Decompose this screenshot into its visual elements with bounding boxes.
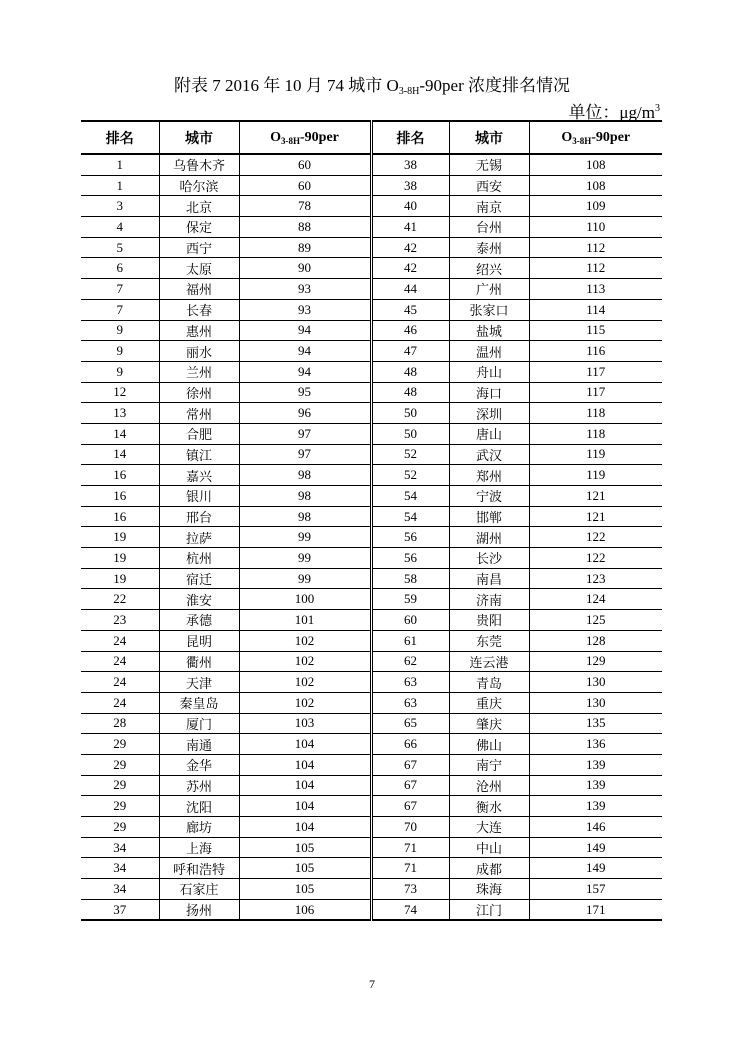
left-value-cell: 60	[239, 154, 371, 175]
right-city-cell: 宁波	[449, 486, 529, 507]
table-row	[81, 651, 662, 672]
title-suffix: -90per 浓度排名情况	[419, 76, 570, 95]
left-city-cell: 惠州	[159, 320, 239, 341]
left-value-cell: 94	[239, 361, 371, 382]
right-rank-cell: 52	[371, 444, 449, 465]
left-city-cell: 承德	[159, 610, 239, 631]
right-value-cell: 139	[529, 754, 662, 775]
right-city-cell: 绍兴	[449, 258, 529, 279]
right-rank-cell: 61	[371, 630, 449, 651]
right-value-cell: 110	[529, 217, 662, 238]
table-row	[81, 341, 662, 362]
left-rank-cell: 29	[81, 775, 159, 796]
table-row	[81, 879, 662, 900]
right-value-cell: 117	[529, 361, 662, 382]
left-rank-cell: 16	[81, 465, 159, 486]
header-value-left	[239, 121, 371, 154]
table-row	[81, 258, 662, 279]
left-value-cell: 98	[239, 506, 371, 527]
header-value-main: O	[561, 129, 573, 145]
right-value-cell: 121	[529, 486, 662, 507]
table-row	[81, 796, 662, 817]
right-value-cell: 171	[529, 899, 662, 920]
header-city-left: 城市	[159, 121, 239, 154]
left-rank-cell: 34	[81, 879, 159, 900]
right-city-cell: 广州	[449, 279, 529, 300]
left-value-cell: 101	[239, 610, 371, 631]
left-value-cell: 104	[239, 796, 371, 817]
right-value-cell: 113	[529, 279, 662, 300]
right-city-cell: 济南	[449, 589, 529, 610]
left-value-cell: 98	[239, 486, 371, 507]
right-value-cell: 118	[529, 403, 662, 424]
left-value-cell: 99	[239, 568, 371, 589]
right-city-cell: 大连	[449, 817, 529, 838]
right-city-cell: 武汉	[449, 444, 529, 465]
left-value-cell: 106	[239, 899, 371, 920]
right-rank-cell: 48	[371, 361, 449, 382]
table-row	[81, 465, 662, 486]
left-value-cell: 99	[239, 527, 371, 548]
right-value-cell: 108	[529, 154, 662, 175]
table-row	[81, 548, 662, 569]
right-city-cell: 郑州	[449, 465, 529, 486]
right-city-cell: 成都	[449, 858, 529, 879]
right-value-cell: 129	[529, 651, 662, 672]
right-city-cell: 青岛	[449, 672, 529, 693]
left-city-cell: 上海	[159, 837, 239, 858]
right-city-cell: 台州	[449, 217, 529, 238]
left-value-cell: 89	[239, 237, 371, 258]
left-rank-cell: 19	[81, 568, 159, 589]
right-rank-cell: 74	[371, 899, 449, 920]
table-row	[81, 630, 662, 651]
right-value-cell: 130	[529, 672, 662, 693]
right-value-cell: 124	[529, 589, 662, 610]
right-value-cell: 128	[529, 630, 662, 651]
right-rank-cell: 54	[371, 486, 449, 507]
left-rank-cell: 28	[81, 713, 159, 734]
right-rank-cell: 48	[371, 382, 449, 403]
left-city-cell: 合肥	[159, 423, 239, 444]
table-row	[81, 361, 662, 382]
left-value-cell: 78	[239, 196, 371, 217]
left-value-cell: 98	[239, 465, 371, 486]
left-value-cell: 104	[239, 754, 371, 775]
header-value-suffix: -90per	[300, 129, 339, 145]
right-rank-cell: 73	[371, 879, 449, 900]
left-city-cell: 哈尔滨	[159, 175, 239, 196]
left-rank-cell: 29	[81, 754, 159, 775]
right-value-cell: 146	[529, 817, 662, 838]
right-rank-cell: 63	[371, 692, 449, 713]
right-city-cell: 佛山	[449, 734, 529, 755]
left-city-cell: 廊坊	[159, 817, 239, 838]
left-value-cell: 102	[239, 651, 371, 672]
left-rank-cell: 24	[81, 630, 159, 651]
table-row	[81, 734, 662, 755]
right-rank-cell: 67	[371, 775, 449, 796]
table-row	[81, 899, 662, 920]
table-row	[81, 486, 662, 507]
left-value-cell: 102	[239, 672, 371, 693]
left-value-cell: 103	[239, 713, 371, 734]
right-city-cell: 重庆	[449, 692, 529, 713]
right-city-cell: 邯郸	[449, 506, 529, 527]
left-city-cell: 沈阳	[159, 796, 239, 817]
left-rank-cell: 23	[81, 610, 159, 631]
left-value-cell: 100	[239, 589, 371, 610]
left-value-cell: 102	[239, 630, 371, 651]
left-rank-cell: 24	[81, 692, 159, 713]
right-rank-cell: 58	[371, 568, 449, 589]
left-rank-cell: 1	[81, 154, 159, 175]
right-value-cell: 139	[529, 775, 662, 796]
right-rank-cell: 63	[371, 672, 449, 693]
left-rank-cell: 16	[81, 506, 159, 527]
left-value-cell: 104	[239, 775, 371, 796]
left-rank-cell: 16	[81, 486, 159, 507]
left-city-cell: 长春	[159, 299, 239, 320]
right-value-cell: 130	[529, 692, 662, 713]
table-row	[81, 444, 662, 465]
right-value-cell: 115	[529, 320, 662, 341]
right-city-cell: 东莞	[449, 630, 529, 651]
left-rank-cell: 6	[81, 258, 159, 279]
left-city-cell: 秦皇岛	[159, 692, 239, 713]
right-value-cell: 109	[529, 196, 662, 217]
left-rank-cell: 19	[81, 527, 159, 548]
right-rank-cell: 65	[371, 713, 449, 734]
right-rank-cell: 50	[371, 423, 449, 444]
table-row	[81, 837, 662, 858]
left-city-cell: 太原	[159, 258, 239, 279]
left-value-cell: 96	[239, 403, 371, 424]
right-value-cell: 112	[529, 258, 662, 279]
unit-text: 单位：μg/m	[568, 103, 655, 122]
right-value-cell: 119	[529, 444, 662, 465]
right-value-cell: 114	[529, 299, 662, 320]
header-value-suffix: -90per	[591, 129, 631, 145]
right-value-cell: 122	[529, 527, 662, 548]
right-rank-cell: 42	[371, 237, 449, 258]
right-rank-cell: 67	[371, 754, 449, 775]
title-prefix: 附表 7 2016 年 10 月 74 城市 O	[174, 76, 399, 95]
left-rank-cell: 13	[81, 403, 159, 424]
left-rank-cell: 4	[81, 217, 159, 238]
right-rank-cell: 45	[371, 299, 449, 320]
right-rank-cell: 40	[371, 196, 449, 217]
right-rank-cell: 67	[371, 796, 449, 817]
right-rank-cell: 71	[371, 837, 449, 858]
left-city-cell: 杭州	[159, 548, 239, 569]
right-city-cell: 肇庆	[449, 713, 529, 734]
title-subscript: 3-8H	[398, 86, 420, 97]
table-row	[81, 175, 662, 196]
table-row	[81, 817, 662, 838]
right-city-cell: 长沙	[449, 548, 529, 569]
left-value-cell: 60	[239, 175, 371, 196]
right-value-cell: 157	[529, 879, 662, 900]
table-row	[81, 568, 662, 589]
left-city-cell: 昆明	[159, 630, 239, 651]
right-value-cell: 125	[529, 610, 662, 631]
left-rank-cell: 9	[81, 320, 159, 341]
left-city-cell: 淮安	[159, 589, 239, 610]
left-city-cell: 银川	[159, 486, 239, 507]
table-row	[81, 589, 662, 610]
left-city-cell: 石家庄	[159, 879, 239, 900]
table-row	[81, 713, 662, 734]
right-rank-cell: 50	[371, 403, 449, 424]
left-city-cell: 徐州	[159, 382, 239, 403]
left-rank-cell: 37	[81, 899, 159, 920]
table-header-row	[81, 121, 662, 154]
left-rank-cell: 14	[81, 444, 159, 465]
right-rank-cell: 71	[371, 858, 449, 879]
right-value-cell: 117	[529, 382, 662, 403]
left-city-cell: 南通	[159, 734, 239, 755]
right-rank-cell: 52	[371, 465, 449, 486]
right-rank-cell: 70	[371, 817, 449, 838]
header-value-main: O	[270, 129, 281, 145]
right-value-cell: 116	[529, 341, 662, 362]
table-row	[81, 692, 662, 713]
right-city-cell: 沧州	[449, 775, 529, 796]
table-row	[81, 672, 662, 693]
left-rank-cell: 9	[81, 361, 159, 382]
left-rank-cell: 22	[81, 589, 159, 610]
right-city-cell: 珠海	[449, 879, 529, 900]
left-rank-cell: 14	[81, 423, 159, 444]
left-city-cell: 丽水	[159, 341, 239, 362]
right-city-cell: 深圳	[449, 403, 529, 424]
left-value-cell: 97	[239, 444, 371, 465]
right-value-cell: 118	[529, 423, 662, 444]
left-rank-cell: 34	[81, 858, 159, 879]
left-value-cell: 90	[239, 258, 371, 279]
left-city-cell: 镇江	[159, 444, 239, 465]
table-row	[81, 217, 662, 238]
left-value-cell: 93	[239, 279, 371, 300]
header-value-right	[529, 121, 662, 154]
right-value-cell: 112	[529, 237, 662, 258]
table-row	[81, 299, 662, 320]
left-rank-cell: 7	[81, 299, 159, 320]
right-city-cell: 海口	[449, 382, 529, 403]
left-rank-cell: 3	[81, 196, 159, 217]
right-city-cell: 盐城	[449, 320, 529, 341]
right-city-cell: 连云港	[449, 651, 529, 672]
right-rank-cell: 47	[371, 341, 449, 362]
left-city-cell: 宿迁	[159, 568, 239, 589]
header-city-right: 城市	[449, 121, 529, 154]
left-city-cell: 金华	[159, 754, 239, 775]
table-row	[81, 154, 662, 175]
right-city-cell: 贵阳	[449, 610, 529, 631]
right-rank-cell: 56	[371, 527, 449, 548]
right-city-cell: 唐山	[449, 423, 529, 444]
left-value-cell: 95	[239, 382, 371, 403]
right-rank-cell: 42	[371, 258, 449, 279]
left-rank-cell: 29	[81, 734, 159, 755]
right-value-cell: 136	[529, 734, 662, 755]
table-row	[81, 320, 662, 341]
right-rank-cell: 44	[371, 279, 449, 300]
left-rank-cell: 19	[81, 548, 159, 569]
right-city-cell: 舟山	[449, 361, 529, 382]
table-row	[81, 279, 662, 300]
left-city-cell: 呼和浩特	[159, 858, 239, 879]
header-rank-right: 排名	[371, 121, 449, 154]
right-value-cell: 149	[529, 858, 662, 879]
left-value-cell: 88	[239, 217, 371, 238]
left-rank-cell: 34	[81, 837, 159, 858]
right-city-cell: 湖州	[449, 527, 529, 548]
left-rank-cell: 9	[81, 341, 159, 362]
left-rank-cell: 29	[81, 817, 159, 838]
table-row	[81, 754, 662, 775]
right-city-cell: 西安	[449, 175, 529, 196]
left-city-cell: 邢台	[159, 506, 239, 527]
table-row	[81, 775, 662, 796]
table-row	[81, 196, 662, 217]
right-rank-cell: 66	[371, 734, 449, 755]
right-rank-cell: 38	[371, 175, 449, 196]
table-row	[81, 527, 662, 548]
left-value-cell: 105	[239, 837, 371, 858]
left-city-cell: 嘉兴	[159, 465, 239, 486]
left-value-cell: 105	[239, 858, 371, 879]
right-rank-cell: 46	[371, 320, 449, 341]
left-rank-cell: 24	[81, 651, 159, 672]
left-city-cell: 苏州	[159, 775, 239, 796]
page-number: 7	[369, 977, 375, 991]
left-value-cell: 104	[239, 734, 371, 755]
left-city-cell: 扬州	[159, 899, 239, 920]
right-city-cell: 泰州	[449, 237, 529, 258]
table-row	[81, 423, 662, 444]
right-city-cell: 衡水	[449, 796, 529, 817]
left-city-cell: 常州	[159, 403, 239, 424]
right-value-cell: 119	[529, 465, 662, 486]
left-city-cell: 厦门	[159, 713, 239, 734]
right-rank-cell: 60	[371, 610, 449, 631]
unit-superscript: 3	[655, 103, 660, 114]
right-city-cell: 中山	[449, 837, 529, 858]
right-rank-cell: 62	[371, 651, 449, 672]
left-city-cell: 乌鲁木齐	[159, 154, 239, 175]
right-city-cell: 张家口	[449, 299, 529, 320]
right-value-cell: 108	[529, 175, 662, 196]
left-city-cell: 保定	[159, 217, 239, 238]
left-city-cell: 衢州	[159, 651, 239, 672]
right-city-cell: 温州	[449, 341, 529, 362]
left-rank-cell: 5	[81, 237, 159, 258]
left-city-cell: 福州	[159, 279, 239, 300]
table-row	[81, 237, 662, 258]
left-rank-cell: 24	[81, 672, 159, 693]
left-rank-cell: 7	[81, 279, 159, 300]
right-city-cell: 南京	[449, 196, 529, 217]
left-rank-cell: 12	[81, 382, 159, 403]
table-row	[81, 382, 662, 403]
ranking-table	[81, 120, 662, 921]
header-rank-left: 排名	[81, 121, 159, 154]
left-city-cell: 天津	[159, 672, 239, 693]
right-city-cell: 南昌	[449, 568, 529, 589]
right-value-cell: 122	[529, 548, 662, 569]
right-city-cell: 江门	[449, 899, 529, 920]
right-value-cell: 135	[529, 713, 662, 734]
right-value-cell: 123	[529, 568, 662, 589]
left-value-cell: 97	[239, 423, 371, 444]
right-rank-cell: 41	[371, 217, 449, 238]
right-rank-cell: 38	[371, 154, 449, 175]
left-value-cell: 93	[239, 299, 371, 320]
right-rank-cell: 56	[371, 548, 449, 569]
left-rank-cell: 1	[81, 175, 159, 196]
left-value-cell: 105	[239, 879, 371, 900]
left-value-cell: 99	[239, 548, 371, 569]
left-city-cell: 北京	[159, 196, 239, 217]
header-value-subscript: 3-8H	[281, 135, 300, 146]
right-city-cell: 无锡	[449, 154, 529, 175]
right-rank-cell: 59	[371, 589, 449, 610]
table-row	[81, 610, 662, 631]
header-value-subscript: 3-8H	[572, 135, 592, 146]
table-row	[81, 858, 662, 879]
left-city-cell: 西宁	[159, 237, 239, 258]
left-value-cell: 102	[239, 692, 371, 713]
left-city-cell: 拉萨	[159, 527, 239, 548]
left-city-cell: 兰州	[159, 361, 239, 382]
right-city-cell: 南宁	[449, 754, 529, 775]
right-rank-cell: 54	[371, 506, 449, 527]
right-value-cell: 121	[529, 506, 662, 527]
right-value-cell: 149	[529, 837, 662, 858]
table-row	[81, 403, 662, 424]
left-value-cell: 94	[239, 320, 371, 341]
left-value-cell: 94	[239, 341, 371, 362]
right-value-cell: 139	[529, 796, 662, 817]
left-rank-cell: 29	[81, 796, 159, 817]
left-value-cell: 104	[239, 817, 371, 838]
table-row	[81, 506, 662, 527]
